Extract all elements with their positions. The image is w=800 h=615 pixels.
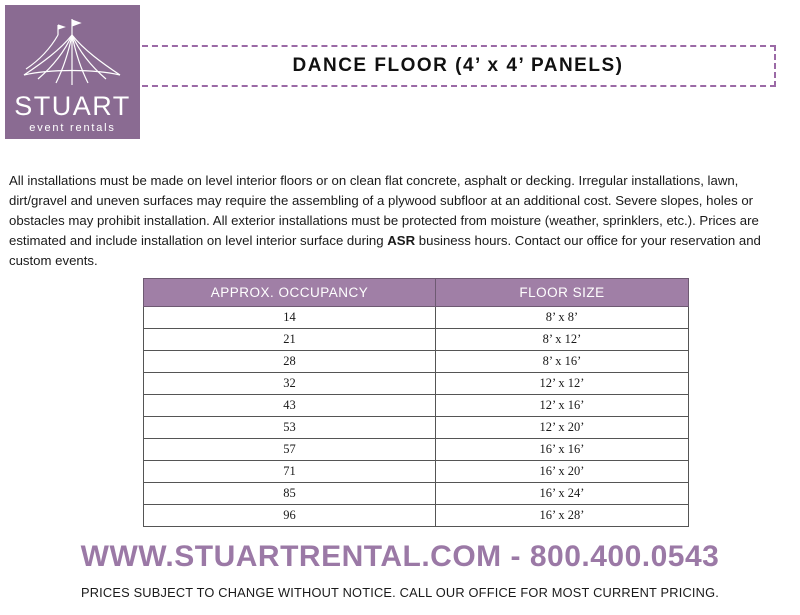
table-row <box>144 395 689 417</box>
occupancy-cell: 71 <box>144 461 436 483</box>
occupancy-cell: 28 <box>144 351 436 373</box>
title-banner <box>142 45 776 87</box>
intro-text-after: business hours. Contact our office for your reservation and custom events. <box>9 233 761 269</box>
page-title: DANCE FLOOR (4’ x 4’ PANELS) <box>292 55 624 76</box>
floor-size-cell: 12’ x 16’ <box>436 395 689 417</box>
occupancy-cell: 85 <box>144 483 436 505</box>
table-row <box>144 505 689 527</box>
table-row <box>144 351 689 373</box>
occupancy-cell: 32 <box>144 373 436 395</box>
occupancy-cell: 57 <box>144 439 436 461</box>
table-row <box>144 483 689 505</box>
floor-size-cell: 8’ x 8’ <box>436 307 689 329</box>
company-logo <box>5 5 140 139</box>
table-row <box>144 373 689 395</box>
logo-name: STUART <box>14 91 131 121</box>
column-header-occupancy: APPROX. OCCUPANCY <box>144 279 436 307</box>
dance-floor-size-table <box>143 278 689 527</box>
table-header-row <box>144 279 689 307</box>
table-row <box>144 417 689 439</box>
floor-size-cell: 8’ x 12’ <box>436 329 689 351</box>
occupancy-cell: 14 <box>144 307 436 329</box>
occupancy-cell: 21 <box>144 329 436 351</box>
logo-tagline: event rentals <box>29 122 116 134</box>
intro-text-before: All installations must be made on level interior floors or on clean flat concrete, asphalt or decking. Irregular installations, lawn, dirt/gravel and uneven surfaces may require the assembling of a plywood subfloor at an additional cost. Severe slopes, holes or obstacles may prohibit installation. All exterior installations must be protected from moisture (weather, sprinklers, etc.). Prices are estimated and include installation on level interior surface during <box>9 173 759 249</box>
intro-paragraph <box>9 171 794 271</box>
floor-size-cell: 12’ x 12’ <box>436 373 689 395</box>
table-row <box>144 329 689 351</box>
pricing-disclaimer: PRICES SUBJECT TO CHANGE WITHOUT NOTICE. CALL OUR OFFICE FOR MOST CURRENT PRICING. <box>80 585 720 600</box>
occupancy-cell: 53 <box>144 417 436 439</box>
table-row <box>144 307 689 329</box>
website-phone-banner: WWW.STUARTRENTAL.COM - 800.400.0543 <box>80 540 720 573</box>
table-row <box>144 439 689 461</box>
column-header-floor-size: FLOOR SIZE <box>436 279 689 307</box>
table-row <box>144 461 689 483</box>
floor-size-cell: 16’ x 28’ <box>436 505 689 527</box>
floor-size-cell: 12’ x 20’ <box>436 417 689 439</box>
tent-icon <box>20 15 125 90</box>
floor-size-cell: 16’ x 16’ <box>436 439 689 461</box>
floor-size-cell: 16’ x 20’ <box>436 461 689 483</box>
occupancy-cell: 43 <box>144 395 436 417</box>
intro-emphasis: ASR <box>387 233 416 249</box>
floor-size-cell: 8’ x 16’ <box>436 351 689 373</box>
occupancy-cell: 96 <box>144 505 436 527</box>
floor-size-cell: 16’ x 24’ <box>436 483 689 505</box>
